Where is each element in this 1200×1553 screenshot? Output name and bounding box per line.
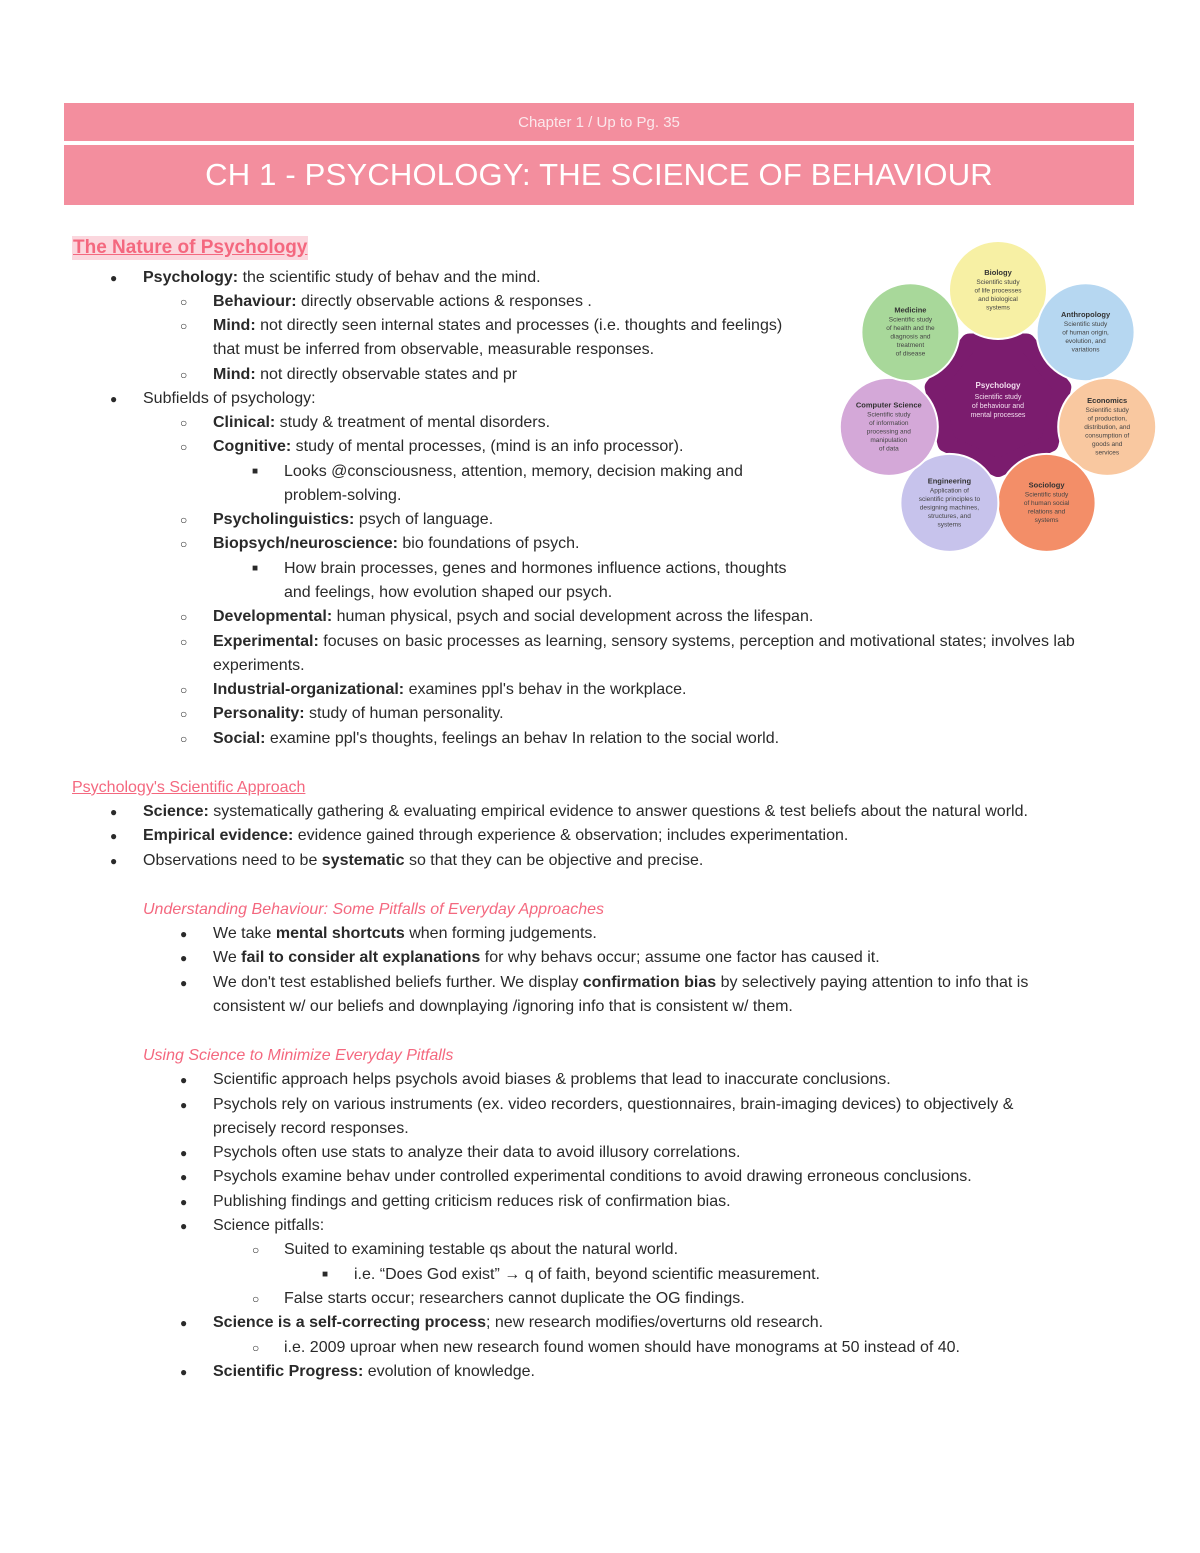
diagram-discipline-title: Biology [984,267,1012,277]
subheading-pitfalls: Understanding Behaviour: Some Pitfalls of Everyday Approaches [143,901,604,918]
list-item-continuation: and feelings, how evolution shaped our psych. [284,584,613,601]
section-heading-scientific: Psychology's Scientific Approach [72,779,306,796]
bullet-hollow: ○ [180,416,188,430]
diagram-discipline-circle [861,283,959,381]
diagram-discipline-line: evolution, and [1065,337,1106,345]
bullet-hollow: ○ [180,732,188,746]
diagram-center-line: of behaviour and [971,403,1025,410]
diagram-discipline-line: Scientific study [1063,320,1108,328]
bullet-square: ■ [252,466,259,477]
diagram-discipline-title: Economics [1087,396,1128,406]
bullet-filled: ● [180,1195,188,1209]
list-item: Suited to examining testable qs about the natural world. [284,1241,679,1258]
bullet-filled: ● [180,927,188,941]
diagram-center-title: Psychology [975,381,1021,390]
diagram-discipline-line: Application of [929,487,969,495]
list-item: Behaviour: directly observable actions & responses . [213,293,592,310]
list-item: Psychols rely on various instruments (ex. video recorders, questionnaires, brain-imaging devices) to objectively & [213,1096,1014,1113]
list-item-continuation: experiments. [213,657,305,674]
bullet-filled: ● [110,829,118,843]
list-item: Industrial-organizational: examines ppl's behav in the workplace. [213,681,687,698]
diagram-discipline-line: relations and [1027,508,1066,516]
list-item: Experimental: focuses on basic processes as learning, sensory systems, perception and motivational states; involves lab [213,633,1075,650]
diagram-discipline-line: manipulation [870,436,908,444]
diagram-discipline-line: of data [878,445,899,453]
bullet-filled: ● [110,271,118,285]
list-item: False starts occur; researchers cannot duplicate the OG findings. [284,1290,745,1307]
diagram-discipline-title: Anthropology [1060,309,1111,319]
diagram-discipline-line: of health and the [886,325,935,333]
diagram-discipline-line: Scientific study [1085,407,1129,415]
diagram-discipline-line: Scientific study [867,411,911,419]
diagram-discipline-title: Sociology [1028,480,1065,490]
subheading-using-science: Using Science to Minimize Everyday Pitfalls [143,1047,454,1064]
diagram-discipline-line: of human social [1023,500,1070,508]
diagram-discipline-line: goods and [1092,441,1123,449]
list-item: Empirical evidence: evidence gained through experience & observation; includes experimentation. [143,827,849,844]
list-item: Psychology: the scientific study of behav and the mind. [143,269,541,286]
list-item-continuation: that must be inferred from observable, measurable responses. [213,341,655,358]
diagram-discipline-line: designing machines, [919,504,980,512]
bullet-hollow: ○ [252,1243,260,1257]
bullet-filled: ● [180,1219,188,1233]
list-item: Publishing findings and getting criticism reduces risk of confirmation bias. [213,1193,731,1210]
diagram-discipline-line: of disease [895,350,926,358]
list-item: We don't test established beliefs further. We display confirmation bias by selectively paying attention to info that is [213,974,1029,991]
section-heading-nature: The Nature of Psychology [73,237,308,258]
chapter-subtitle: Chapter 1 / Up to Pg. 35 [518,114,680,131]
bullet-square: ■ [252,563,259,574]
list-item: Developmental: human physical, psych and social development across the lifespan. [213,608,814,625]
list-item: Clinical: study & treatment of mental disorders. [213,414,551,431]
diagram-discipline-line: systems [986,304,1010,312]
chapter-title-band [64,145,1134,205]
list-item: Psycholinguistics: psych of language. [213,511,494,528]
bullet-hollow: ○ [252,1341,260,1355]
list-item: We take mental shortcuts when forming judgements. [213,925,597,942]
list-item: How brain processes, genes and hormones influence actions, thoughts [284,560,787,577]
list-item: Social: examine ppl's thoughts, feelings an behav In relation to the social world. [213,730,780,747]
list-item: Biopsych/neuroscience: bio foundations of psych. [213,535,580,552]
diagram-discipline-line: Scientific study [888,316,933,324]
list-item: Mind: not directly seen internal states and processes (i.e. thoughts and feelings) [213,317,783,334]
list-item: Mind: not directly observable states and pr [213,366,518,383]
bullet-filled: ● [180,1365,188,1379]
diagram-discipline-line: of information [869,419,909,427]
diagram-discipline-line: of human origin, [1062,329,1109,337]
bullet-filled: ● [110,854,118,868]
diagram-discipline-line: scientific principles to [918,495,981,503]
diagram-discipline-line: systems [937,521,962,529]
diagram-center-line: mental processes [970,412,1026,419]
bullet-filled: ● [180,976,188,990]
bullet-hollow: ○ [180,319,188,333]
list-item: Personality: study of human personality. [213,705,504,722]
diagram-discipline-line: diagnosis and [890,333,931,341]
bullet-hollow: ○ [252,1292,260,1306]
diagram-discipline-line: and biological [978,295,1018,303]
diagram-center-line: Scientific study [974,394,1022,401]
diagram-discipline-line: consumption of [1085,432,1130,440]
chapter-subtitle-band [64,103,1134,141]
diagram-discipline-line: processing and [866,428,911,436]
list-item: i.e. “Does God exist” → q of faith, beyond scientific measurement. [354,1266,820,1283]
bullet-hollow: ○ [180,368,188,382]
diagram-discipline-title: Computer Science [855,400,922,410]
list-item-continuation: problem-solving. [284,487,402,504]
bullet-hollow: ○ [180,513,188,527]
bullet-filled: ● [110,392,118,406]
list-item: Observations need to be systematic so that they can be objective and precise. [143,852,704,869]
bullet-hollow: ○ [180,707,188,721]
list-item: Science: systematically gathering & evaluating empirical evidence to answer questions & test beliefs about the natural world. [143,803,1028,820]
diagram-discipline-line: Scientific study [1024,491,1069,499]
list-item: Cognitive: study of mental processes, (mind is an info processor). [213,438,684,455]
bullet-filled: ● [180,1146,188,1160]
list-item-continuation: consistent w/ our beliefs and downplaying /ignoring info that is consistent w/ them. [213,998,793,1015]
list-item: Scientific Progress: evolution of knowledge. [213,1363,535,1380]
bullet-hollow: ○ [180,610,188,624]
diagram-discipline-title: Engineering [927,476,972,486]
bullet-hollow: ○ [180,635,188,649]
psychology-disciplines-diagram [828,232,1162,556]
diagram-discipline-line: structures, and [927,512,971,520]
list-item: Psychols often use stats to analyze their data to avoid illusory correlations. [213,1144,741,1161]
diagram-discipline-line: distribution, and [1084,424,1131,432]
list-item: Science is a self-correcting process; new research modifies/overturns old research. [213,1314,824,1331]
bullet-hollow: ○ [180,440,188,454]
bullet-filled: ● [180,1170,188,1184]
bullet-hollow: ○ [180,537,188,551]
list-item: We fail to consider alt explanations for why behavs occur; assume one factor has caused it. [213,949,880,966]
bullet-filled: ● [180,951,188,965]
list-item: Scientific approach helps psychols avoid biases & problems that lead to inaccurate conclusions. [213,1071,891,1088]
bullet-filled: ● [180,1316,188,1330]
list-item: i.e. 2009 uproar when new research found women should have monograms at 50 instead of 40. [284,1339,960,1356]
diagram-discipline-line: treatment [896,342,925,350]
bullet-hollow: ○ [180,295,188,309]
bullet-filled: ● [180,1073,188,1087]
bullet-filled: ● [110,805,118,819]
diagram-discipline-line: of production, [1087,415,1127,423]
diagram-discipline-line: services [1095,449,1120,457]
bullet-hollow: ○ [180,683,188,697]
list-item: Subfields of psychology: [143,390,316,407]
page-title: CH 1 - PSYCHOLOGY: THE SCIENCE OF BEHAVIOUR [205,157,993,192]
list-item: Science pitfalls: [213,1217,325,1234]
diagram-discipline-line: systems [1034,517,1059,525]
list-item: Psychols examine behav under controlled experimental conditions to avoid drawing erroneous conclusions. [213,1168,972,1185]
diagram-discipline-line: variations [1071,346,1100,354]
list-item: Looks @consciousness, attention, memory, decision making and [284,463,743,480]
diagram-discipline-line: Scientific study [976,278,1020,286]
diagram-discipline-line: of life processes [974,287,1022,295]
diagram-discipline-title: Medicine [894,305,927,315]
list-item-continuation: precisely record responses. [213,1120,409,1137]
bullet-filled: ● [180,1098,188,1112]
bullet-square: ■ [322,1269,329,1280]
